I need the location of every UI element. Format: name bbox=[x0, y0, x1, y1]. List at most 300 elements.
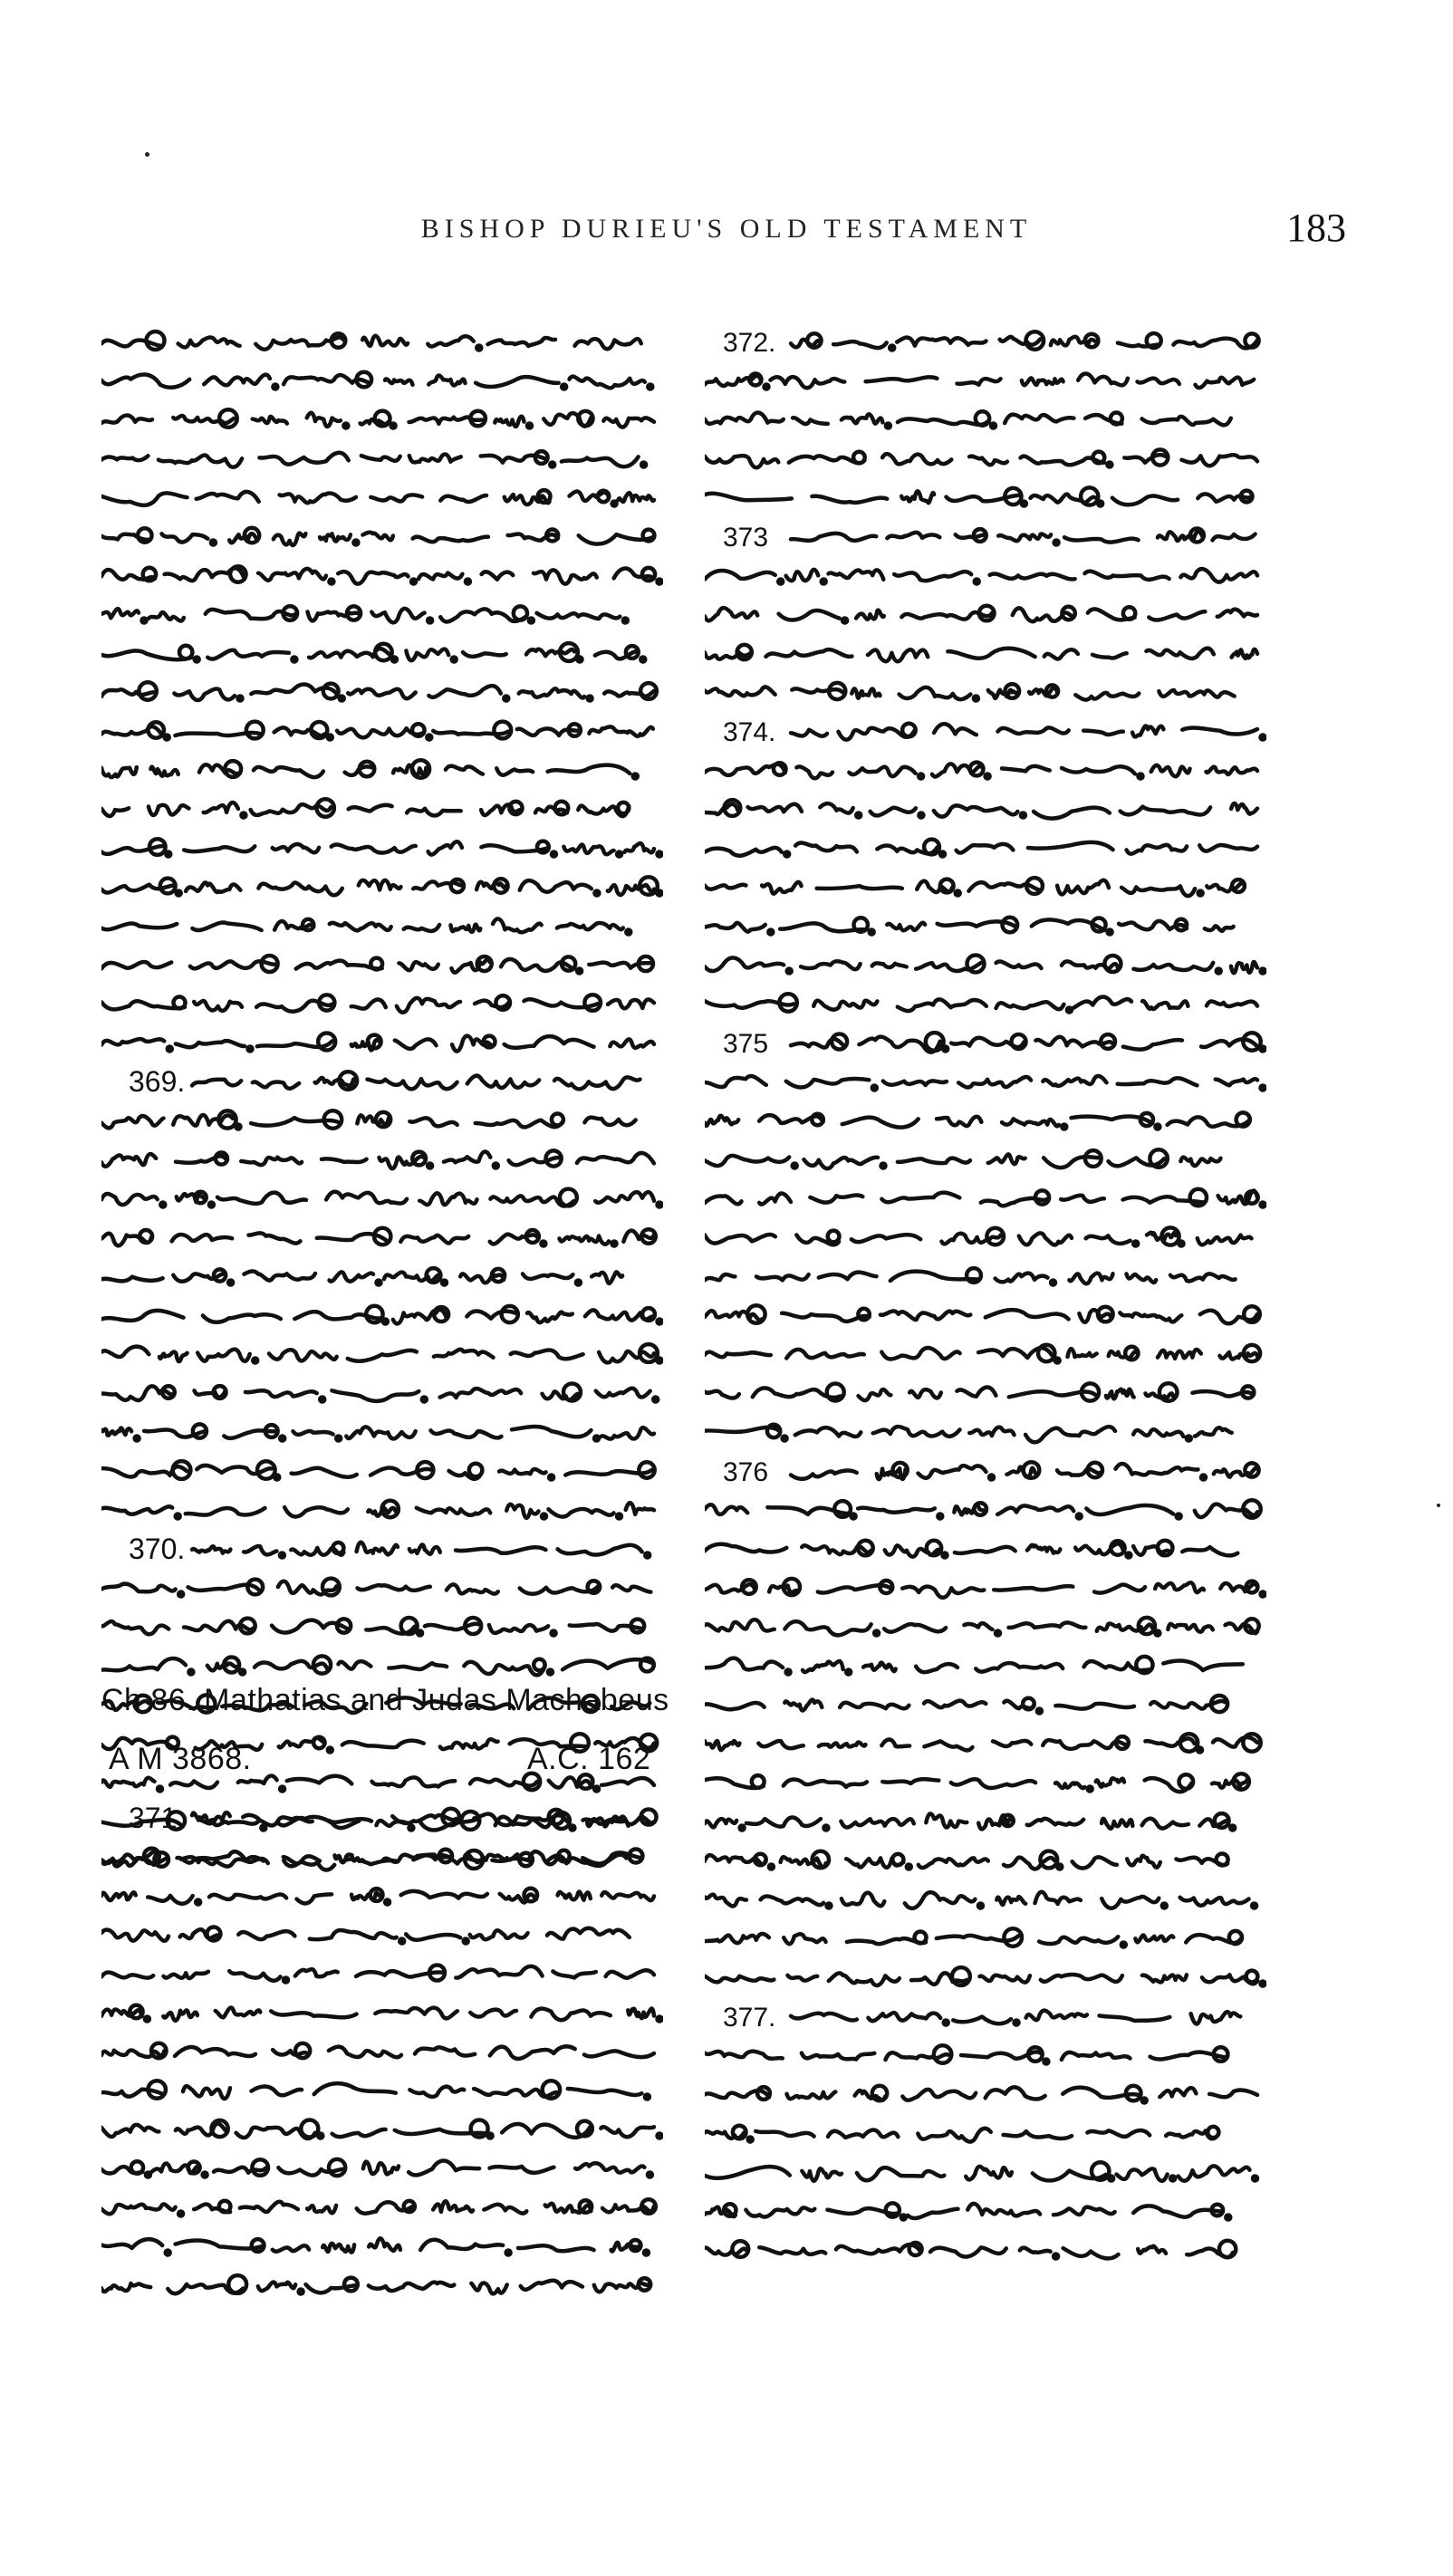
shorthand-dot bbox=[409, 1826, 413, 1831]
shorthand-dot bbox=[823, 1826, 828, 1831]
shorthand-dot bbox=[1198, 1748, 1202, 1753]
shorthand-stroke bbox=[401, 1891, 487, 1898]
shorthand-stroke bbox=[990, 573, 1075, 579]
shorthand-stroke bbox=[280, 493, 356, 503]
shorthand-stroke bbox=[359, 880, 401, 890]
shorthand-stroke bbox=[192, 1812, 230, 1821]
shorthand-stroke bbox=[779, 610, 840, 620]
shorthand-stroke bbox=[819, 1743, 866, 1747]
shorthand-stroke bbox=[322, 2244, 354, 2253]
shorthand-stroke bbox=[407, 809, 461, 816]
shorthand-stroke bbox=[1043, 1076, 1106, 1086]
shorthand-stroke bbox=[560, 1236, 610, 1245]
shorthand-stroke bbox=[175, 2047, 255, 2056]
shorthand-stroke bbox=[467, 1076, 539, 1088]
shorthand-stroke bbox=[370, 1467, 430, 1475]
shorthand-stroke bbox=[271, 2011, 356, 2017]
shorthand-dot bbox=[1261, 969, 1265, 974]
shorthand-stroke bbox=[338, 572, 408, 583]
page-number: 183 bbox=[1286, 206, 1346, 250]
shorthand-loop bbox=[252, 2239, 265, 2252]
shorthand-stroke bbox=[1145, 1738, 1194, 1745]
shorthand-stroke bbox=[440, 1739, 498, 1749]
shorthand-stroke bbox=[101, 1621, 168, 1634]
shorthand-stroke bbox=[882, 1779, 938, 1783]
shorthand-stroke bbox=[287, 1776, 352, 1784]
shorthand-stroke bbox=[766, 649, 852, 657]
shorthand-stroke bbox=[1068, 1349, 1097, 1357]
shorthand-loop bbox=[752, 1775, 765, 1788]
shorthand-dot bbox=[529, 619, 534, 623]
shorthand-stroke bbox=[101, 1658, 186, 1670]
shorthand-stroke bbox=[1094, 1584, 1145, 1592]
shorthand-dot bbox=[280, 1553, 284, 1558]
shorthand-stroke bbox=[409, 455, 461, 463]
shorthand-stroke bbox=[523, 1274, 573, 1278]
shorthand-stroke bbox=[996, 1274, 1048, 1283]
shorthand-dot bbox=[238, 697, 243, 701]
shorthand-stroke bbox=[101, 1116, 164, 1128]
shorthand-loop bbox=[552, 1114, 563, 1126]
shorthand-dot bbox=[1067, 1008, 1072, 1013]
shorthand-stroke bbox=[705, 804, 737, 814]
date-line: A M 3868. bbox=[109, 1742, 252, 1776]
shorthand-stroke bbox=[1055, 1704, 1134, 1709]
shorthand-stroke bbox=[413, 537, 488, 543]
shorthand-dot bbox=[241, 813, 245, 818]
shorthand-stroke bbox=[803, 1661, 843, 1672]
shorthand-dot bbox=[576, 1281, 581, 1285]
shorthand-dot bbox=[594, 891, 599, 896]
shorthand-dot bbox=[452, 658, 457, 662]
shorthand-stroke bbox=[1020, 2248, 1051, 2253]
shorthand-stroke bbox=[549, 1509, 614, 1517]
shorthand-stroke bbox=[1179, 2166, 1250, 2180]
shorthand-dot bbox=[658, 1359, 662, 1363]
shorthand-stroke bbox=[1085, 572, 1169, 580]
shorthand-stroke bbox=[101, 2239, 162, 2248]
shorthand-stroke bbox=[499, 1469, 546, 1474]
shorthand-stroke bbox=[610, 1039, 654, 1047]
shorthand-stroke bbox=[781, 1857, 826, 1867]
shorthand-stroke bbox=[1142, 417, 1231, 426]
shorthand-stroke bbox=[795, 1427, 861, 1437]
shorthand-stroke bbox=[791, 2014, 857, 2021]
shorthand-dot bbox=[209, 1203, 214, 1207]
shorthand-stroke bbox=[330, 923, 391, 930]
shorthand-dot bbox=[329, 580, 333, 584]
shorthand-stroke bbox=[705, 2248, 746, 2255]
shorthand-stroke bbox=[1083, 731, 1123, 735]
shorthand-dot bbox=[135, 1437, 140, 1441]
shorthand-stroke bbox=[244, 1546, 276, 1554]
shorthand-stroke bbox=[924, 1701, 986, 1708]
shorthand-dot bbox=[562, 385, 566, 389]
shorthand-stroke bbox=[1109, 1351, 1138, 1359]
shorthand-loop bbox=[1111, 413, 1122, 425]
shorthand-dot bbox=[422, 1398, 427, 1402]
shorthand-stroke bbox=[252, 2087, 303, 2096]
shorthand-stroke bbox=[253, 1081, 299, 1088]
shorthand-dot bbox=[653, 1398, 658, 1402]
shorthand-dot bbox=[870, 930, 874, 935]
shorthand-loop bbox=[301, 2120, 318, 2138]
shorthand-stroke bbox=[956, 534, 986, 538]
shorthand-stroke bbox=[375, 2008, 457, 2019]
shorthand-stroke bbox=[993, 1741, 1031, 1746]
shorthand-stroke bbox=[1064, 537, 1139, 542]
shorthand-loop bbox=[534, 1659, 544, 1670]
shorthand-stroke bbox=[186, 1508, 265, 1515]
shorthand-stroke bbox=[969, 457, 1007, 466]
shorthand-stroke bbox=[1207, 1002, 1257, 1007]
shorthand-dot bbox=[856, 813, 861, 818]
shorthand-stroke bbox=[998, 534, 1051, 542]
shorthand-dot bbox=[176, 1514, 180, 1519]
shorthand-stroke bbox=[951, 1779, 1035, 1788]
shorthand-dot bbox=[588, 697, 592, 701]
shorthand-stroke bbox=[908, 2209, 957, 2218]
shorthand-loop bbox=[246, 722, 264, 739]
shorthand-stroke bbox=[363, 2162, 399, 2175]
shorthand-loop bbox=[143, 568, 156, 581]
shorthand-stroke bbox=[1182, 1547, 1237, 1555]
shorthand-stroke bbox=[1212, 1780, 1246, 1787]
shorthand-dot bbox=[1055, 1359, 1060, 1363]
shorthand-dot bbox=[1170, 2177, 1175, 2181]
shorthand-stroke bbox=[349, 805, 392, 812]
shorthand-dot bbox=[442, 1281, 447, 1285]
shorthand-stroke bbox=[1182, 455, 1258, 466]
shorthand-stroke bbox=[964, 1623, 992, 1629]
shorthand-stroke bbox=[357, 1543, 398, 1555]
shorthand-stroke bbox=[881, 1193, 959, 1203]
shorthand-stroke bbox=[101, 1194, 158, 1205]
shorthand-stroke bbox=[996, 1002, 1064, 1009]
shorthand-stroke bbox=[958, 1077, 1031, 1088]
shorthand-stroke bbox=[101, 609, 139, 618]
shorthand-stroke bbox=[595, 1192, 654, 1203]
shorthand-stroke bbox=[608, 999, 654, 1008]
shorthand-dot bbox=[612, 502, 617, 506]
shorthand-stroke bbox=[1170, 1274, 1236, 1281]
shorthand-stroke bbox=[543, 1391, 578, 1399]
shorthand-stroke bbox=[197, 1466, 271, 1474]
shorthand-loop bbox=[140, 1230, 152, 1243]
shorthand-stroke bbox=[519, 688, 584, 697]
shorthand-loop bbox=[642, 1308, 655, 1321]
shorthand-stroke bbox=[535, 807, 567, 813]
shorthand-dot bbox=[466, 580, 470, 584]
shorthand-dot bbox=[626, 930, 630, 935]
shorthand-stroke bbox=[919, 1466, 986, 1478]
shorthand-stroke bbox=[882, 454, 951, 464]
shorthand-stroke bbox=[273, 2050, 308, 2055]
shorthand-dot bbox=[641, 463, 646, 467]
shorthand-stroke bbox=[784, 1934, 825, 1944]
shorthand-stroke bbox=[792, 688, 842, 692]
shorthand-stroke bbox=[626, 1503, 654, 1514]
shorthand-dot bbox=[542, 1514, 546, 1519]
shorthand-stroke bbox=[858, 1508, 935, 1513]
shorthand-stroke bbox=[1005, 415, 1073, 424]
shorthand-stroke bbox=[1180, 569, 1257, 582]
shorthand-dot bbox=[768, 930, 773, 935]
speck bbox=[1437, 1504, 1440, 1507]
shorthand-stroke bbox=[101, 808, 129, 816]
shorthand-dot bbox=[261, 1826, 265, 1831]
shorthand-dot bbox=[623, 619, 628, 623]
shorthand-stroke bbox=[258, 569, 326, 581]
shorthand-stroke bbox=[297, 1894, 332, 1903]
shorthand-stroke bbox=[415, 2047, 475, 2055]
shorthand-stroke bbox=[1086, 1235, 1131, 1244]
shorthand-stroke bbox=[531, 2009, 610, 2021]
shorthand-stroke bbox=[894, 572, 971, 581]
shorthand-stroke bbox=[183, 2086, 230, 2099]
shorthand-stroke bbox=[871, 808, 916, 816]
shorthand-stroke bbox=[326, 1192, 407, 1204]
shorthand-stroke bbox=[937, 1117, 981, 1126]
shorthand-stroke bbox=[434, 1350, 494, 1358]
shorthand-stroke bbox=[186, 882, 240, 892]
shorthand-stroke bbox=[705, 1976, 774, 1983]
shorthand-stroke bbox=[489, 1625, 548, 1633]
shorthand-stroke bbox=[787, 2092, 836, 2100]
shorthand-stroke bbox=[1213, 1737, 1257, 1747]
shorthand-stroke bbox=[994, 1586, 1073, 1591]
running-title: BISHOP DURIEU'S OLD TESTAMENT bbox=[420, 214, 1033, 244]
shorthand-stroke bbox=[159, 1352, 188, 1361]
shorthand-stroke bbox=[829, 570, 884, 579]
shorthand-stroke bbox=[433, 2201, 473, 2212]
chapter-heading: Ch 86. Mathatias and Judas Machabeus bbox=[101, 1683, 669, 1717]
shorthand-stroke bbox=[852, 1235, 920, 1242]
shorthand-loop bbox=[643, 530, 655, 542]
shorthand-dot bbox=[336, 1437, 341, 1441]
shorthand-stroke bbox=[238, 1931, 294, 1939]
shorthand-stroke bbox=[1096, 1778, 1124, 1787]
shorthand-stroke bbox=[796, 766, 832, 778]
shorthand-stroke bbox=[759, 1194, 791, 1205]
shorthand-loop bbox=[915, 1932, 927, 1944]
shorthand-stroke bbox=[924, 1741, 972, 1750]
shorthand-dot bbox=[418, 1631, 422, 1636]
shorthand-stroke bbox=[495, 417, 524, 427]
shorthand-stroke bbox=[1057, 880, 1109, 895]
shorthand-dot bbox=[248, 1047, 253, 1052]
shorthand-stroke bbox=[957, 379, 1001, 385]
shorthand-stroke bbox=[873, 1427, 960, 1437]
shorthand-dot bbox=[383, 1320, 388, 1324]
shorthand-stroke bbox=[887, 533, 939, 538]
shorthand-stroke bbox=[1163, 1660, 1243, 1670]
shorthand-dot bbox=[1177, 1514, 1181, 1519]
shorthand-stroke bbox=[446, 766, 483, 774]
shorthand-dot bbox=[842, 619, 847, 623]
shorthand-stroke bbox=[406, 649, 448, 661]
shorthand-dot bbox=[1098, 502, 1102, 506]
shorthand-stroke bbox=[813, 1001, 877, 1010]
shorthand-stroke bbox=[348, 689, 416, 698]
shorthand-stroke bbox=[746, 2207, 814, 2216]
shorthand-stroke bbox=[1034, 808, 1110, 819]
shorthand-stroke bbox=[217, 1193, 306, 1204]
shorthand-dot bbox=[292, 658, 296, 662]
shorthand-stroke bbox=[1027, 1819, 1083, 1825]
shorthand-stroke bbox=[762, 882, 802, 894]
shorthand-dot bbox=[940, 852, 945, 857]
shorthand-stroke bbox=[512, 1427, 592, 1437]
shorthand-stroke bbox=[812, 496, 887, 503]
shorthand-loop bbox=[295, 2043, 310, 2058]
shorthand-dot bbox=[353, 541, 358, 545]
shorthand-dot bbox=[1108, 930, 1112, 935]
shorthand-dot bbox=[299, 2290, 303, 2294]
shorthand-dot bbox=[274, 1475, 279, 1480]
shorthand-stroke bbox=[705, 1196, 742, 1204]
shorthand-stroke bbox=[1085, 415, 1121, 424]
shorthand-stroke bbox=[761, 1897, 823, 1906]
shorthand-stroke bbox=[339, 1661, 371, 1668]
shorthand-dot bbox=[506, 2251, 511, 2255]
shorthand-stroke bbox=[320, 533, 351, 541]
shorthand-dot bbox=[991, 424, 996, 428]
shorthand-stroke bbox=[527, 1312, 573, 1323]
shorthand-stroke bbox=[1117, 2168, 1168, 2180]
shorthand-stroke bbox=[601, 2127, 654, 2137]
shorthand-dot bbox=[385, 1900, 390, 1905]
shorthand-dot bbox=[645, 2095, 650, 2100]
shorthand-dot bbox=[986, 774, 990, 779]
shorthand-stroke bbox=[164, 1972, 209, 1978]
shorthand-stroke bbox=[1120, 1312, 1181, 1322]
shorthand-stroke bbox=[986, 2087, 1045, 2099]
shorthand-stroke bbox=[101, 374, 189, 387]
shorthand-stroke bbox=[204, 803, 238, 812]
shorthand-stroke bbox=[1027, 1545, 1060, 1553]
shorthand-loop bbox=[131, 2161, 143, 2173]
shorthand-stroke bbox=[180, 1929, 219, 1938]
section-number: 369. bbox=[129, 1065, 186, 1098]
shorthand-loop bbox=[1217, 1854, 1228, 1866]
shorthand-dot bbox=[786, 1670, 791, 1675]
shorthand-dot bbox=[1044, 2060, 1048, 2064]
shorthand-stroke bbox=[953, 2017, 1011, 2024]
shorthand-stroke bbox=[310, 1930, 397, 1939]
shorthand-stroke bbox=[173, 416, 234, 423]
shorthand-stroke bbox=[176, 1041, 245, 1047]
shorthand-dot bbox=[1261, 735, 1265, 740]
shorthand-stroke bbox=[444, 1151, 490, 1162]
shorthand-stroke bbox=[934, 724, 977, 735]
shorthand-stroke bbox=[1116, 1464, 1198, 1475]
shorthand-dot bbox=[644, 2251, 649, 2255]
shorthand-dot bbox=[464, 1939, 468, 1944]
shorthand-dot bbox=[901, 2216, 906, 2220]
shorthand-stroke bbox=[558, 1545, 642, 1555]
shorthand-dot bbox=[548, 1670, 553, 1675]
shorthand-stroke bbox=[254, 767, 323, 777]
shorthand-stroke bbox=[284, 1507, 348, 1516]
shorthand-stroke bbox=[295, 1969, 338, 1976]
shorthand-stroke bbox=[1087, 2130, 1150, 2137]
shorthand-stroke bbox=[351, 1893, 382, 1899]
shorthand-stroke bbox=[856, 610, 884, 620]
shorthand-dot bbox=[142, 619, 147, 623]
shorthand-stroke bbox=[199, 764, 238, 774]
shorthand-stroke bbox=[192, 1546, 230, 1552]
shorthand-stroke bbox=[101, 341, 161, 347]
shorthand-dot bbox=[1217, 969, 1221, 974]
shorthand-stroke bbox=[897, 338, 986, 346]
shorthand-stroke bbox=[409, 2161, 479, 2176]
shorthand-loop bbox=[332, 1543, 343, 1553]
shorthand-stroke bbox=[258, 2283, 295, 2292]
shorthand-stroke bbox=[1002, 1119, 1059, 1126]
shorthand-stroke bbox=[419, 1193, 476, 1205]
shorthand-stroke bbox=[849, 767, 915, 776]
shorthand-stroke bbox=[101, 767, 137, 777]
shorthand-stroke bbox=[866, 377, 938, 381]
shorthand-dot bbox=[645, 1553, 650, 1558]
shorthand-stroke bbox=[404, 925, 439, 931]
shorthand-stroke bbox=[791, 1039, 845, 1047]
shorthand-stroke bbox=[549, 1777, 592, 1787]
shorthand-stroke bbox=[575, 2163, 644, 2172]
shorthand-stroke bbox=[553, 1971, 595, 1977]
shorthand-stroke bbox=[370, 495, 422, 501]
shorthand-dot bbox=[280, 1437, 284, 1441]
shorthand-stroke bbox=[1182, 728, 1257, 735]
shorthand-stroke bbox=[1028, 842, 1113, 850]
shorthand-stroke bbox=[176, 2124, 226, 2136]
shorthand-stroke bbox=[342, 1741, 424, 1748]
shorthand-stroke bbox=[1127, 845, 1188, 854]
shorthand-stroke bbox=[372, 1777, 456, 1786]
shorthand-stroke bbox=[554, 1077, 640, 1089]
shorthand-stroke bbox=[841, 1819, 913, 1827]
shorthand-dot bbox=[541, 1242, 545, 1246]
shorthand-stroke bbox=[397, 998, 460, 1013]
shorthand-loop bbox=[618, 803, 629, 813]
shorthand-dot bbox=[488, 2134, 493, 2139]
shorthand-stroke bbox=[1041, 1975, 1122, 1982]
shorthand-stroke bbox=[577, 1153, 654, 1163]
shorthand-dot bbox=[765, 385, 769, 389]
shorthand-stroke bbox=[361, 456, 400, 461]
shorthand-dot bbox=[890, 346, 894, 351]
shorthand-stroke bbox=[930, 2247, 1006, 2256]
shorthand-stroke bbox=[898, 999, 986, 1011]
shorthand-stroke bbox=[150, 767, 178, 776]
shorthand-stroke bbox=[184, 846, 255, 851]
shorthand-stroke bbox=[260, 453, 349, 465]
shorthand-dot bbox=[145, 2017, 149, 2022]
shorthand-dot bbox=[377, 1281, 381, 1285]
shorthand-stroke bbox=[957, 1388, 996, 1397]
shorthand-stroke bbox=[101, 1154, 156, 1167]
shorthand-dot bbox=[943, 1047, 948, 1052]
shorthand-dot bbox=[1126, 1553, 1131, 1558]
shorthand-dot bbox=[658, 891, 662, 896]
shorthand-stroke bbox=[192, 1080, 241, 1086]
shorthand-loop bbox=[558, 1850, 569, 1861]
shorthand-dot bbox=[1037, 1709, 1042, 1714]
shorthand-stroke bbox=[880, 1311, 970, 1320]
shorthand-stroke bbox=[1216, 1079, 1257, 1085]
shorthand-stroke bbox=[1057, 1469, 1101, 1475]
